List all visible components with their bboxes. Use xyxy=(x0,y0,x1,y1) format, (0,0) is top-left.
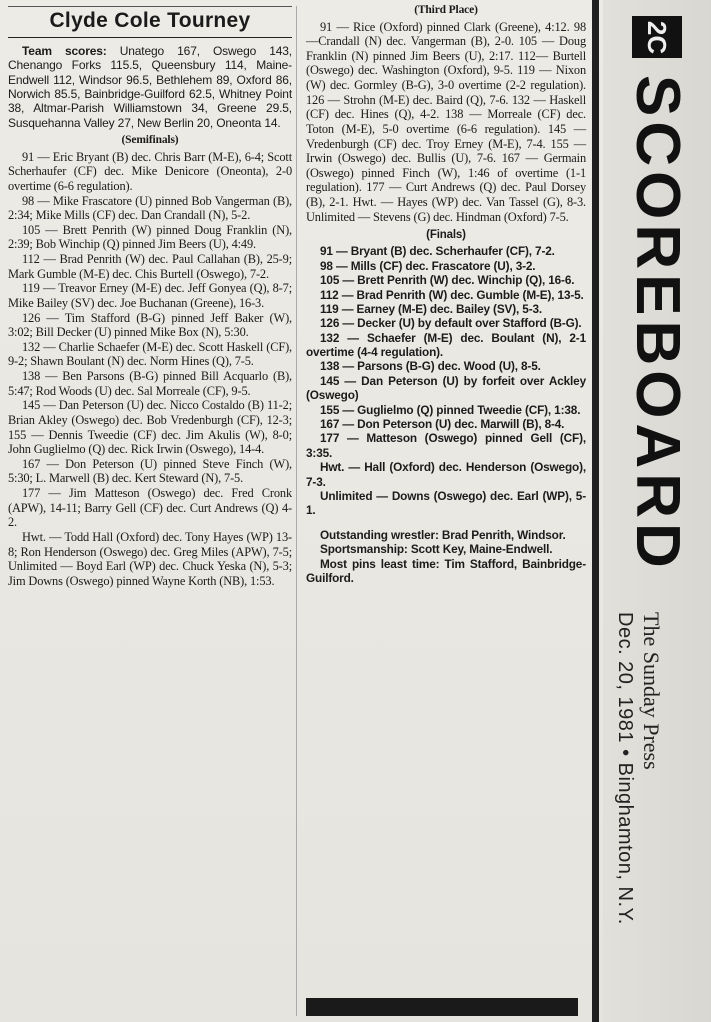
team-scores xyxy=(8,44,292,130)
right-column xyxy=(306,0,586,585)
semis-result: 91 — Eric Bryant (B) dec. Chris Barr (M-E), 6-4; Scott Scherhaufer (CF) dec. Mike Denicore (Oneonta), 2-0 overtime (6-6 regulation). xyxy=(8,149,292,193)
semis-result: 126 — Tim Stafford (B-G) pinned Jeff Baker (W), 3:02; Bill Decker (U) pinned Mike Box (N), 5:30. xyxy=(8,310,292,340)
team-scores-label: Team scores: xyxy=(22,43,107,58)
award-sportsmanship xyxy=(306,542,586,556)
semis-result: 112 — Brad Penrith (W) dec. Paul Callahan (B), 25-9; Mark Gumble (M-E) dec. Chis Burtell (Oswego), 7-2. xyxy=(8,252,292,281)
section-label: 2C xyxy=(642,20,673,54)
semis-result: 98 — Mike Frascatore (U) pinned Bob Vangerman (B), 2:34; Mike Mills (CF) dec. Dan Crandall (N), 5-2. xyxy=(8,193,292,223)
award-value: Brad Penrith, Windsor. xyxy=(438,527,566,542)
finals-result: 98 — Mills (CF) dec. Frascatore (U), 3-2. xyxy=(320,258,536,273)
finals-result: 119 — Earney (M-E) dec. Bailey (SV), 5-3. xyxy=(320,301,543,316)
semis-result: 167 — Don Peterson (U) pinned Steve Finch (W), 5:30; L. Marwell (B) dec. Kert Steward (N), 7-5. xyxy=(8,456,292,486)
headline: Clyde Cole Tourney xyxy=(49,9,251,32)
finals-result: 155 — Guglielmo (Q) pinned Tweedie (CF), 1:38. xyxy=(320,402,581,417)
finals-result: 177 — Matteson (Oswego) pinned Gell (CF), 3:35. xyxy=(306,431,586,460)
third-place-heading: (Third Place) xyxy=(414,4,478,16)
semis-result: 138 — Ben Parsons (B-G) pinned Bill Acquarlo (B), 5:47; Rod Woods (U) dec. Sal Morreale (CF), 9-5. xyxy=(8,369,292,398)
finals-result: Hwt. — Hall (Oxford) dec. Henderson (Oswego), 7-3. xyxy=(306,460,586,489)
award-value: Scott Key, Maine-Endwell. xyxy=(407,542,553,557)
finals-result: 167 — Don Peterson (U) dec. Marwill (B), 8-4. xyxy=(320,417,565,432)
awards-section xyxy=(306,528,586,586)
dateline: Dec. 20, 1981 • Binghamton, N.Y. xyxy=(614,612,636,925)
semis-result: 145 — Dan Peterson (U) dec. Nicco Costaldo (B) 11-2; Brian Akley (Oswego) dec. Bob Vredenburgh (CF), 12-3; 155 — Dennis Tweedie (CF) dec. Jim Akulis (W), 8-0; John Guglielmo (Q) dec. Rick Irwin (Oswego), 14-4. xyxy=(8,398,292,457)
finals-result: 112 — Brad Penrith (W) dec. Gumble (M-E), 13-5. xyxy=(320,287,584,302)
finals-result: 138 — Parsons (B-G) dec. Wood (U), 8-5. xyxy=(320,359,541,374)
finals-result: 145 — Dan Peterson (U) by forfeit over Ackley (Oswego) xyxy=(306,373,586,403)
team-scores-text: Unatego 167, Oswego 143, Chenango Forks 115.5, Queensbury 114, Maine-Endwell 112, Windsor 96.5, Bethlehem 89, Oxford 86, Norwich 85.5, Bainbridge-Guilford 62.5, Whitney Point 38, Altmar-Parish Williamstown 34, Greene 29.5, Susquehanna Valley 27, New Berlin 20, Oneonta 14. xyxy=(8,43,292,130)
award-label: Most pins least time: xyxy=(320,556,440,571)
finals-result: 132 — Schaefer (M-E) dec. Boulant (N), 2-1 overtime (4-4 regulation). xyxy=(306,330,586,360)
finals-section xyxy=(306,228,586,517)
finals-result: Unlimited — Downs (Oswego) dec. Earl (WP), 5-1. xyxy=(306,488,586,518)
finals-result: 91 — Bryant (B) dec. Scherhaufer (CF), 7-2. xyxy=(320,244,555,259)
semis-result: 105 — Brett Penrith (W) pinned Doug Franklin (N), 2:39; Bob Winchip (Q) pinned Jim Beers (U), 4:49. xyxy=(8,222,292,252)
finals-result: 126 — Decker (U) by default over Stafford (B-G). xyxy=(320,316,582,331)
section-badge xyxy=(632,16,682,58)
scoreboard-banner: SCOREBOARD xyxy=(623,75,692,573)
semis-result: Hwt. — Todd Hall (Oxford) dec. Tony Hayes (WP) 13-8; Ron Henderson (Oswego) dec. Greg Miles (APW), 7-5; Unlimited — Boyd Earl (WP) dec. Chuck Yeska (N), 5-3; Jim Downs (Oswego) pinned Wayne Korth (NB), 1:53. xyxy=(8,529,292,588)
publication-name: The Sunday Press xyxy=(639,612,664,770)
semis-result: 119 — Treavor Erney (M-E) dec. Jeff Gonyea (Q), 8-7; Mike Bailey (SV) dec. Joe Buchanan (Greene), 16-3. xyxy=(8,281,292,310)
semis-result: 177 — Jim Matteson (Oswego) dec. Fred Cronk (APW), 14-11; Barry Gell (CF) dec. Curt Andrews (Q) 4-2. xyxy=(8,486,292,530)
bottom-rule-bar xyxy=(306,998,578,1016)
third-place-results: 91 — Rice (Oxford) pinned Clark (Greene), 4:12. 98—Crandall (N) dec. Vangerman (B), 2-0. 105 — Doug Franklin (N) pinned Jim Beers (U), 2:17. 112— Burtell (Oswego) dec. Washington (Oxford), 9-5. 119 — Nixon (W) dec. Gormley (B-G), 3-0 overtime (2-2 regulation). 126 — Strohn (M-E) dec. Baird (Q), 7-6. 132 — Haskell (CF) dec. Hines (Q), 4-2. 138 — Morreale (CF) dec. Toton (M-E), 5-0 overtime (6-6 regulation). 145 — Vredenburgh (CF) dec. Troy Erney (M-E), 7-4. 155 — Irwin (Oswego) dec. Bullis (U), 7-6. 167 — Germain (Oswego) pinned Finch (W), 1:46 of overtime (1-1 regulation). 177 — Curt Andrews (Q) dec. Paul Dorsey (B), 2-1. Hwt. — Hayes (WP) dec. Van Tassel (G), 8-3. Unlimited — Stevens (G) dec. Hindman (Oxford) 7-5. xyxy=(306,19,586,224)
finals-result: 105 — Brett Penrith (W) dec. Winchip (Q), 16-6. xyxy=(320,273,575,288)
finals-heading: (Finals) xyxy=(426,229,466,242)
award-label: Outstanding wrestler: xyxy=(320,527,439,542)
left-column xyxy=(8,0,292,588)
award-label: Sportsmanship: xyxy=(320,542,408,557)
award-most-pins xyxy=(306,557,586,586)
semifinals-heading: (Semifinals) xyxy=(121,134,179,147)
sidebar-divider xyxy=(592,0,599,1022)
semis-result: 132 — Charlie Schaefer (M-E) dec. Scott Haskell (CF), 9-2; Shawn Boulant (N) dec. Norm Hines (Q), 7-5. xyxy=(8,339,292,369)
headline-box xyxy=(8,6,292,38)
award-value: Tim Stafford, Bainbridge-Guilford. xyxy=(306,556,587,585)
column-divider xyxy=(296,6,297,1016)
award-outstanding xyxy=(306,528,586,542)
